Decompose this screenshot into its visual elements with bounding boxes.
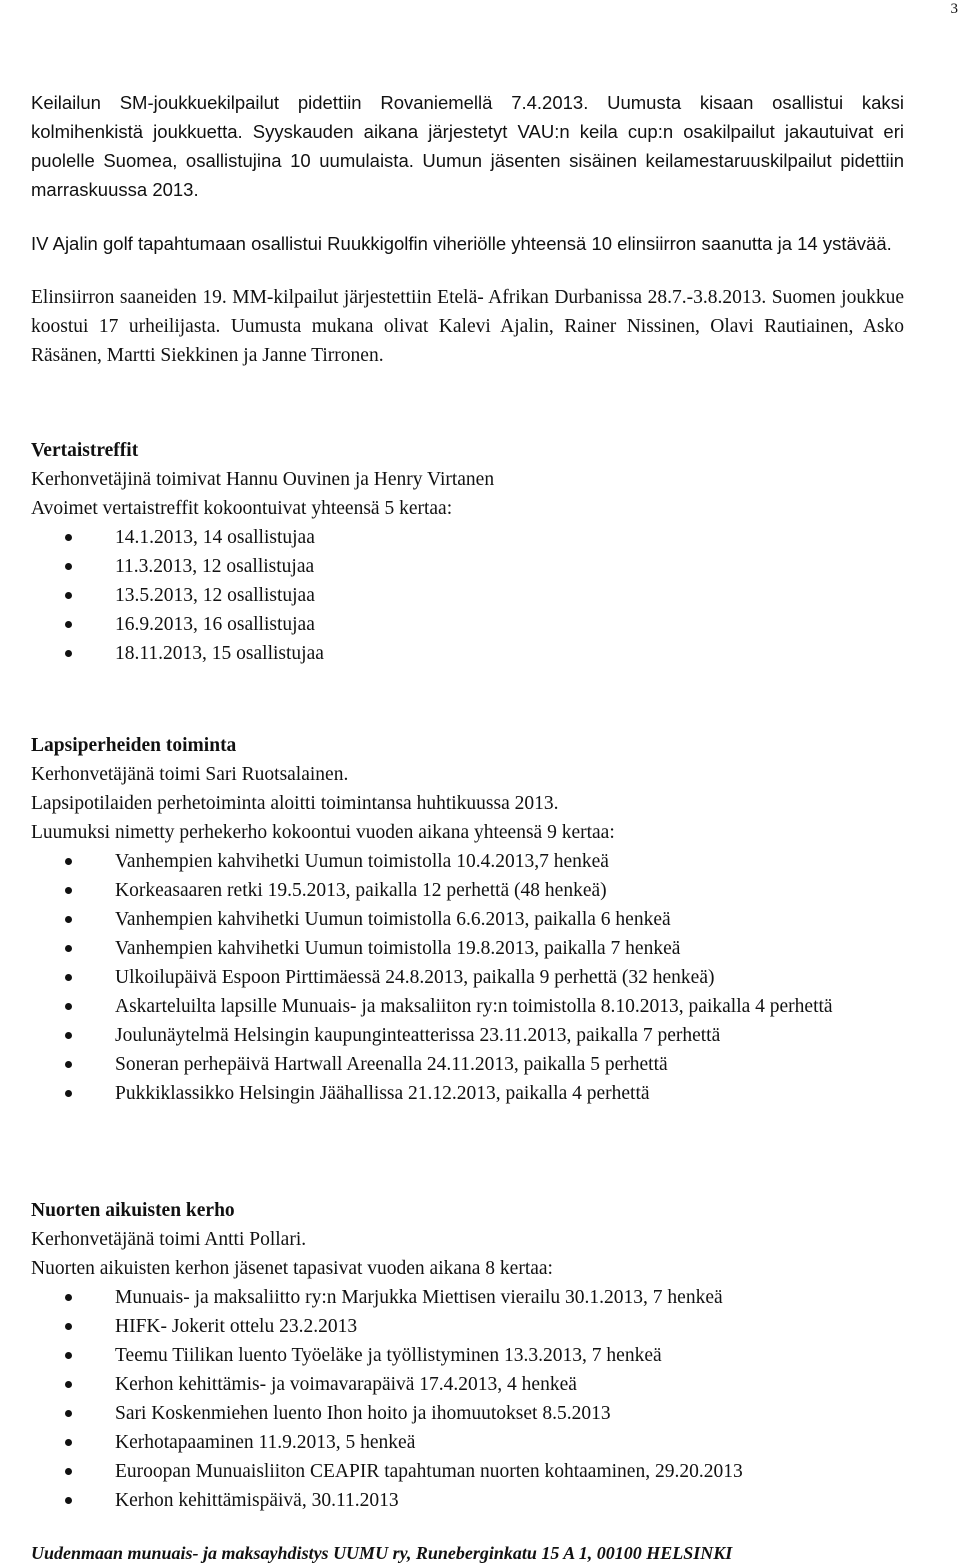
list-item: 13.5.2013, 12 osallistujaa: [31, 581, 904, 610]
section-lapsiperheet: [31, 731, 904, 1108]
section-heading: Lapsiperheiden toiminta: [31, 735, 237, 756]
section-heading: Nuorten aikuisten kerho: [31, 1200, 235, 1221]
list-item: Kerhotapaaminen 11.9.2013, 5 henkeä: [31, 1428, 904, 1457]
list-item: 16.9.2013, 16 osallistujaa: [31, 610, 904, 639]
bullet-list: [31, 523, 904, 668]
list-item: Teemu Tiilikan luento Työeläke ja työllistyminen 13.3.2013, 7 henkeä: [31, 1341, 904, 1370]
section-line: Kerhonvetäjänä toimi Sari Ruotsalainen.: [31, 764, 349, 785]
list-item: Joulunäytelmä Helsingin kaupunginteatterissa 23.11.2013, paikalla 7 perhettä: [31, 1021, 904, 1050]
bullet-list: [31, 847, 904, 1108]
list-item: 18.11.2013, 15 osallistujaa: [31, 639, 904, 668]
list-item: Askarteluilta lapsille Munuais- ja maksaliiton ry:n toimistolla 8.10.2013, paikalla 4 perhettä: [31, 992, 904, 1021]
section-line: Avoimet vertaistreffit kokoontuivat yhteensä 5 kertaa:: [31, 498, 453, 519]
bullet-list: [31, 1283, 904, 1515]
page-number: 3: [950, 1, 958, 17]
section-line: Kerhonvetäjinä toimivat Hannu Ouvinen ja Henry Virtanen: [31, 469, 495, 490]
list-item: Vanhempien kahvihetki Uumun toimistolla 10.4.2013,7 henkeä: [31, 847, 904, 876]
section-line: Luumuksi nimetty perhekerho kokoontui vuoden aikana yhteensä 9 kertaa:: [31, 822, 615, 843]
section-heading: Vertaistreffit: [31, 440, 139, 461]
section-vertaistreffit: [31, 436, 904, 668]
list-item: Soneran perhepäivä Hartwall Areenalla 24.11.2013, paikalla 5 perhettä: [31, 1050, 904, 1079]
list-item: 11.3.2013, 12 osallistujaa: [31, 552, 904, 581]
list-item: Kerhon kehittämis- ja voimavarapäivä 17.4.2013, 4 henkeä: [31, 1370, 904, 1399]
list-item: HIFK- Jokerit ottelu 23.2.2013: [31, 1312, 904, 1341]
list-item: 14.1.2013, 14 osallistujaa: [31, 523, 904, 552]
list-item: Vanhempien kahvihetki Uumun toimistolla 6.6.2013, paikalla 6 henkeä: [31, 905, 904, 934]
list-item: Euroopan Munuaisliiton CEAPIR tapahtuman nuorten kohtaaminen, 29.20.2013: [31, 1457, 904, 1486]
section-line: Nuorten aikuisten kerhon jäsenet tapasivat vuoden aikana 8 kertaa:: [31, 1258, 553, 1279]
list-item: Korkeasaaren retki 19.5.2013, paikalla 12 perhettä (48 henkeä): [31, 876, 904, 905]
document-body: [31, 88, 904, 1515]
list-item: Sari Koskenmiehen luento Ihon hoito ja ihomuutokset 8.5.2013: [31, 1399, 904, 1428]
section-nuorten-aikuisten-kerho: [31, 1196, 904, 1515]
list-item: Ulkoilupäivä Espoon Pirttimäessä 24.8.2013, paikalla 9 perhettä (32 henkeä): [31, 963, 904, 992]
paragraph-keilailu: Keilailun SM-joukkuekilpailut pidettiin Rovaniemellä 7.4.2013. Uumusta kisaan osallistui kaksi kolmihenkistä joukkuetta. Syyskauden aikana järjestetyt VAU:n keila cup:n osakilpailut jakautuivat eri puolelle Suomea, osallistujina 10 uumulaista. Uumun jäsenten sisäinen keilamestaruuskilpailut pidettiin marraskuussa 2013.: [31, 92, 904, 200]
paragraph-mm-kilpailut: Elinsiirron saaneiden 19. MM-kilpailut järjestettiin Etelä- Afrikan Durbanissa 28.7.-3.8.2013. Suomen joukkue koostui 17 urheilijasta. Uumusta mukana olivat Kalevi Ajalin, Rainer Nissinen, Olavi Rautiainen, Asko Räsänen, Martti Siekkinen ja Janne Tirronen.: [31, 287, 904, 366]
list-item: Munuais- ja maksaliitto ry:n Marjukka Miettisen vierailu 30.1.2013, 7 henkeä: [31, 1283, 904, 1312]
page-footer: Uudenmaan munuais- ja maksayhdistys UUMU ry, Runeberginkatu 15 A 1, 00100 HELSINKI: [31, 1543, 733, 1563]
section-line: Kerhonvetäjänä toimi Antti Pollari.: [31, 1229, 307, 1250]
list-item: Vanhempien kahvihetki Uumun toimistolla 19.8.2013, paikalla 7 henkeä: [31, 934, 904, 963]
list-item: Kerhon kehittämispäivä, 30.11.2013: [31, 1486, 904, 1515]
section-line: Lapsipotilaiden perhetoiminta aloitti toimintansa huhtikuussa 2013.: [31, 793, 559, 814]
paragraph-golf: IV Ajalin golf tapahtumaan osallistui Ruukkigolfin viheriölle yhteensä 10 elinsiirron saanutta ja 14 ystävää.: [31, 233, 892, 254]
list-item: Pukkiklassikko Helsingin Jäähallissa 21.12.2013, paikalla 4 perhettä: [31, 1079, 904, 1108]
